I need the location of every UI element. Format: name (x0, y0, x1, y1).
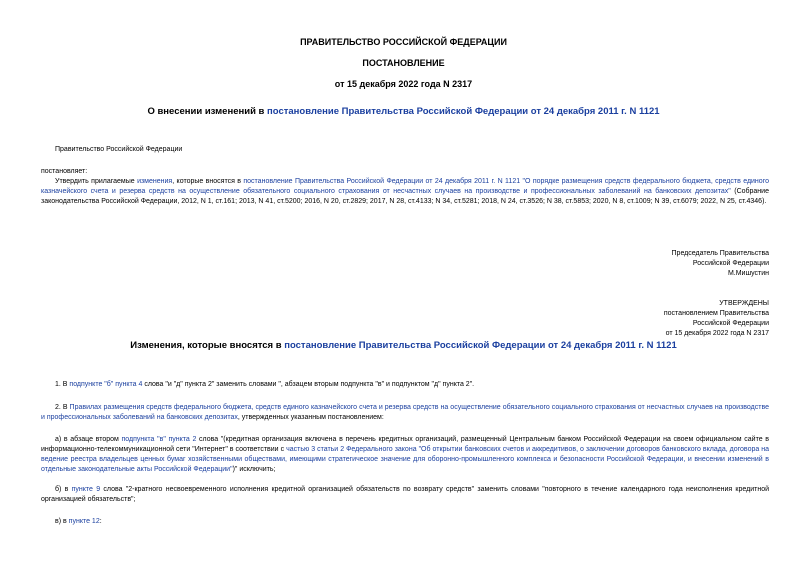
decree-paragraph (41, 177, 769, 207)
approved-by: постановлением Правительства (663, 310, 769, 317)
item-1-text-2: слова "и "д" пункта 2" заменить словами ", абзацем вторым подпункта "в" и подпунктом "д" пункта 2". (142, 381, 475, 388)
item-1-text-1: 1. В (55, 381, 70, 388)
item-a-text-1: а) в абзаце втором (55, 436, 122, 443)
document-date-number: от 15 декабря 2022 года N 2317 (334, 79, 473, 89)
item-2 (41, 403, 769, 423)
item-c-text-1: в) в (55, 518, 69, 525)
item-2-text-1: 2. В (55, 404, 70, 411)
item-b-text-1: б) в (55, 486, 72, 493)
item-b-text-2: слова "2-кратного несвоевременного исполнения кредитной организацией обязательств по возврату средств" заменить словами "повторного в течение календарного года неисполнения кредитной организацией обязательств"; (41, 486, 769, 503)
item-2-text-2: , утвержденных указанным постановлением: (237, 414, 384, 421)
decree-text-3: (Собрание законодательства Российской Федерации, 2012, N 1, ст.161; 2013, N 41, ст.5200; 2016, N 20, ст.2829; 2017, N 28, ст.4133; N 34, ст.5281; 2018, N 24, ст.3526; N 38, ст.5853; 2020, N 8, ст.1009; N 39, ст.6079; 2022, N 25, ст.4346). (41, 188, 769, 205)
changes-title-prefix: Изменения, которые вносятся в (130, 340, 285, 351)
decree-text-2: , которые вносятся в (172, 178, 244, 185)
amendments-link[interactable]: изменения (137, 178, 173, 185)
document-title (0, 106, 807, 117)
resolution-link[interactable]: постановление Правительства Российской Федерации от 24 декабря 2011 г. N 1121 "О порядке размещения средств федерального бюджета, средств единого казначейского счета и резерва средств на осуществление обязательного социального страхования от несчастных случаев на производстве и профессиональных заболеваний на банковских депозитах" (41, 178, 769, 195)
item-a-link-2[interactable]: частью 3 статьи 2 Федерального закона "Об открытии банковских счетов и аккредитивов, о заключении договоров банковского вклада, договора на ведение реестра владельцев ценных бумаг хозяйственными обществами, имеющими стратегическое значение для оборонно-промышленного комплекса и безопасности Российской Федерации, и внесении изменений в отдельные законодательные акты Российской Федерации" (41, 446, 770, 473)
decides-text: постановляет: (41, 168, 88, 175)
item-1-link[interactable]: подпункте "б" пункта 4 (69, 381, 143, 388)
signature-name: М.Мишустин (727, 270, 769, 277)
signature-country: Российской Федерации (692, 260, 769, 267)
item-b-link[interactable]: пункте 9 (71, 486, 101, 493)
government-name: ПРАВИТЕЛЬСТВО РОССИЙСКОЙ ФЕДЕРАЦИИ (300, 37, 507, 47)
approved-date: от 15 декабря 2022 года N 2317 (665, 330, 769, 337)
item-1 (55, 380, 769, 390)
item-c (55, 517, 102, 527)
item-a-text-2: слова "(кредитная организация включена в перечень кредитных организаций, размещенный Центральным банком Российской Федерации на своем официальном сайте в информационно-телекоммуникационной сети "Интернет" в соответствии с (41, 436, 769, 453)
item-b (41, 485, 769, 505)
item-a-text-3: )" исключить; (232, 466, 276, 473)
item-a (41, 435, 769, 475)
item-2-link[interactable]: Правилах размещения средств федерального бюджета, средств единого казначейского счета и резерва средств на осуществление обязательного социального страхования от несчастных случаев на производстве и профессиональных заболеваний на банковских депозитах (41, 404, 769, 421)
changes-title-link[interactable]: постановление Правительства Российской Федерации от 24 декабря 2011 г. N 1121 (284, 340, 677, 351)
document-type: ПОСТАНОВЛЕНИЕ (362, 58, 445, 68)
signature-title: Председатель Правительства (671, 250, 769, 257)
item-c-text-2: : (99, 518, 102, 525)
item-c-link[interactable]: пункте 12 (68, 518, 100, 525)
signature-block (672, 249, 769, 279)
approved-country: Российской Федерации (692, 320, 769, 327)
decree-text-1: Утвердить прилагаемые (55, 178, 138, 185)
document-title-prefix: О внесении изменений в (147, 106, 268, 117)
changes-title (0, 340, 807, 351)
issuer-text: Правительство Российской Федерации (55, 146, 183, 153)
approved-heading: УТВЕРЖДЕНЫ (719, 300, 769, 307)
approved-block (664, 299, 769, 339)
item-a-link-1[interactable]: подпункта "в" пункта 2 (121, 436, 197, 443)
title-link[interactable]: постановление Правительства Российской Федерации от 24 декабря 2011 г. N 1121 (267, 106, 660, 117)
